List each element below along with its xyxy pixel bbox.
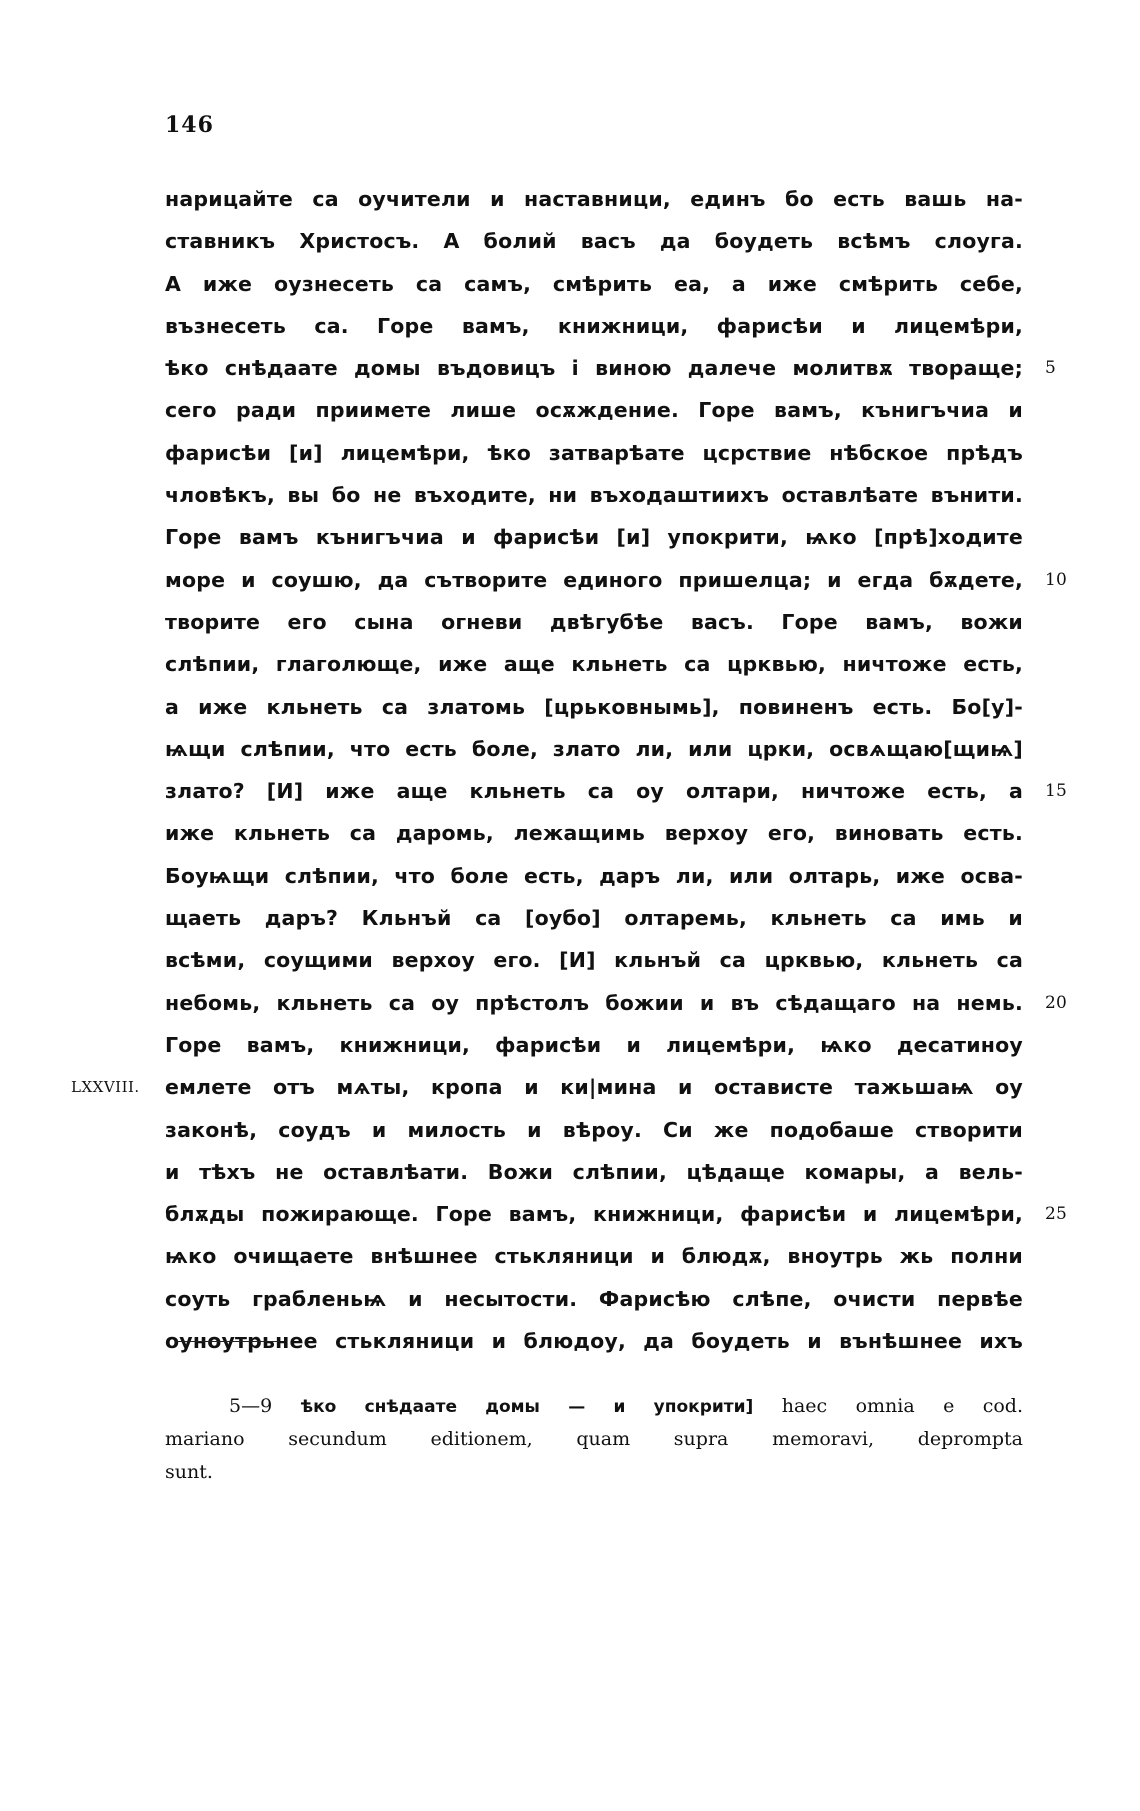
text-line-content: сего ради приимете лише осѫждение. Горе вамъ, кънигъчиа и bbox=[165, 398, 1023, 423]
text-line bbox=[165, 939, 1023, 981]
text-line bbox=[165, 305, 1023, 347]
footnote-divider bbox=[175, 1341, 279, 1342]
text-line-content: творите его сына огневи двѣгубѣе васъ. Горе вамъ, вожи bbox=[165, 609, 1023, 634]
text-line-content: Боуѩщи слѣпии, что боле есть, даръ ли, или олтарь, иже осва- bbox=[165, 863, 1023, 888]
text-line bbox=[165, 982, 1068, 1024]
text-line bbox=[165, 812, 1023, 854]
text-line-content: ставникъ Христосъ. А болий васъ да боудеть всѣмъ слоуга. bbox=[165, 229, 1023, 254]
text-line-content: ѣко снѣдаате домы въдовицъ і виною далече молитвѫ творащe; bbox=[165, 356, 1023, 381]
text-line-content: ѩко очищаете внѣшнее стькляници и блюдѫ, вноутрь жь полни bbox=[165, 1244, 1023, 1269]
text-line bbox=[165, 897, 1023, 939]
text-line-content: соуть грабленьѩ и несытости. Фарисѣю слѣпе, очисти первѣе bbox=[165, 1286, 1023, 1311]
footnote-line-2: mariano secundum editionem, quam supra memoravi, deprompta bbox=[165, 1428, 1023, 1450]
text-line-content: оуноутрьнее стькляници и блюдоу, да боудеть и вънѣшнее ихъ bbox=[165, 1329, 1023, 1354]
text-line bbox=[165, 347, 1057, 389]
text-line-content: иже кльнеть са даромь, лежащимь верхоу его, виновать есть. bbox=[165, 821, 1023, 846]
text-line-content: блѫды пожирающе. Горе вамъ, книжници, фарисѣи и лицемѣри, bbox=[165, 1202, 1023, 1227]
text-line bbox=[165, 559, 1068, 601]
text-line bbox=[165, 178, 1023, 220]
text-line bbox=[165, 686, 1023, 728]
line-number: 20 bbox=[1045, 992, 1068, 1013]
text-line bbox=[165, 601, 1023, 643]
text-line-content: злато? [И] иже аще кльнеть са оу олтари, ничтоже есть, а bbox=[165, 779, 1023, 804]
footnote-line-1 bbox=[165, 1390, 1023, 1423]
text-line bbox=[165, 770, 1068, 812]
footnote-text-1: haec omnia e cod. bbox=[781, 1395, 1023, 1417]
text-line-content: емлете отъ мѧты, кропа и ки|мина и остависте тажьшаѩ оу bbox=[165, 1075, 1023, 1100]
line-number: 25 bbox=[1045, 1204, 1068, 1225]
text-line-content: нарицайте са оучители и наставници, единъ бо есть вашь на- bbox=[165, 187, 1023, 211]
text-line-content: чловѣкъ, вы бо не въходите, ни въходаштиихъ оставлѣате вънити. bbox=[165, 483, 1023, 508]
text-line bbox=[165, 432, 1023, 474]
text-line-content: А иже оузнесеть са самъ, смѣрить еа, а иже смѣрить себе, bbox=[165, 271, 1023, 296]
footnote-quote: ѣко снѣдаате домы — и упокрити] bbox=[300, 1397, 754, 1417]
text-line-content: слѣпии, глаголюще, иже аще кльнеть са црквью, ничтоже есть, bbox=[165, 652, 1023, 677]
line-number: 5 bbox=[1045, 358, 1057, 379]
text-line bbox=[165, 220, 1023, 262]
text-line-content: небомь, кльнеть са оу прѣстолъ божии и въ сѣдащаго на немь. bbox=[165, 990, 1023, 1015]
text-line bbox=[165, 263, 1023, 305]
line-number: 10 bbox=[1045, 569, 1068, 590]
text-line bbox=[165, 728, 1023, 770]
text-line bbox=[165, 516, 1023, 558]
text-line-content: море и соушю, да сътворите единого пришелца; и егда бѫдете, bbox=[165, 567, 1023, 592]
text-line-content: Горе вамъ кънигъчиа и фарисѣи [и] упокрити, ѩко [прѣ]ходите bbox=[165, 525, 1023, 550]
text-line bbox=[165, 1024, 1023, 1066]
text-line-content: законѣ, соудъ и милость и вѣроу. Си же подобаше створити bbox=[165, 1117, 1023, 1142]
page-number: 146 bbox=[165, 112, 214, 138]
footnote-line-3: sunt. bbox=[165, 1461, 213, 1483]
text-line bbox=[71, 1066, 1023, 1108]
text-line-content: възнесеть са. Горе вамъ, книжници, фарисѣи и лицемѣри, bbox=[165, 313, 1023, 338]
text-line bbox=[165, 1109, 1023, 1151]
text-line bbox=[165, 1151, 1023, 1193]
text-line bbox=[165, 474, 1023, 516]
text-line-content: и тѣхъ не оставлѣати. Вожи слѣпии, цѣдаще комары, а вель- bbox=[165, 1159, 1023, 1184]
text-line bbox=[165, 1235, 1023, 1277]
text-line bbox=[165, 855, 1023, 897]
text-line-content: Горе вамъ, книжници, фарисѣи и лицемѣри, ѩко десатиноу bbox=[165, 1032, 1023, 1057]
main-text bbox=[71, 178, 1068, 1362]
text-line bbox=[165, 389, 1023, 431]
footnote bbox=[165, 1390, 1023, 1489]
text-line bbox=[165, 1278, 1023, 1320]
text-line bbox=[165, 1320, 1023, 1362]
text-line bbox=[165, 643, 1023, 685]
text-line-content: щаеть даръ? Кльнъй са [оубо] олтаремь, кльнеть са имь и bbox=[165, 906, 1023, 931]
line-number: 15 bbox=[1045, 781, 1068, 802]
text-line-content: фарисѣи [и] лицемѣри, ѣко затварѣате цсрствие нѣбское прѣдъ bbox=[165, 440, 1023, 465]
margin-chapter-number: LXXVIII. bbox=[71, 1078, 140, 1097]
text-line-content: а иже кльнеть са златомь [црьковнымь], повиненъ есть. Бо[у]- bbox=[165, 694, 1023, 719]
text-line bbox=[165, 1193, 1068, 1235]
text-line-content: ѩщи слѣпии, что есть боле, злато ли, или црки, освѧщаю[щиѩ] bbox=[165, 736, 1023, 761]
footnote-ref: 5—9 bbox=[229, 1395, 273, 1417]
text-line-content: всѣми, соущими верхоу его. [И] кльнъй са црквью, кльнеть са bbox=[165, 948, 1023, 973]
